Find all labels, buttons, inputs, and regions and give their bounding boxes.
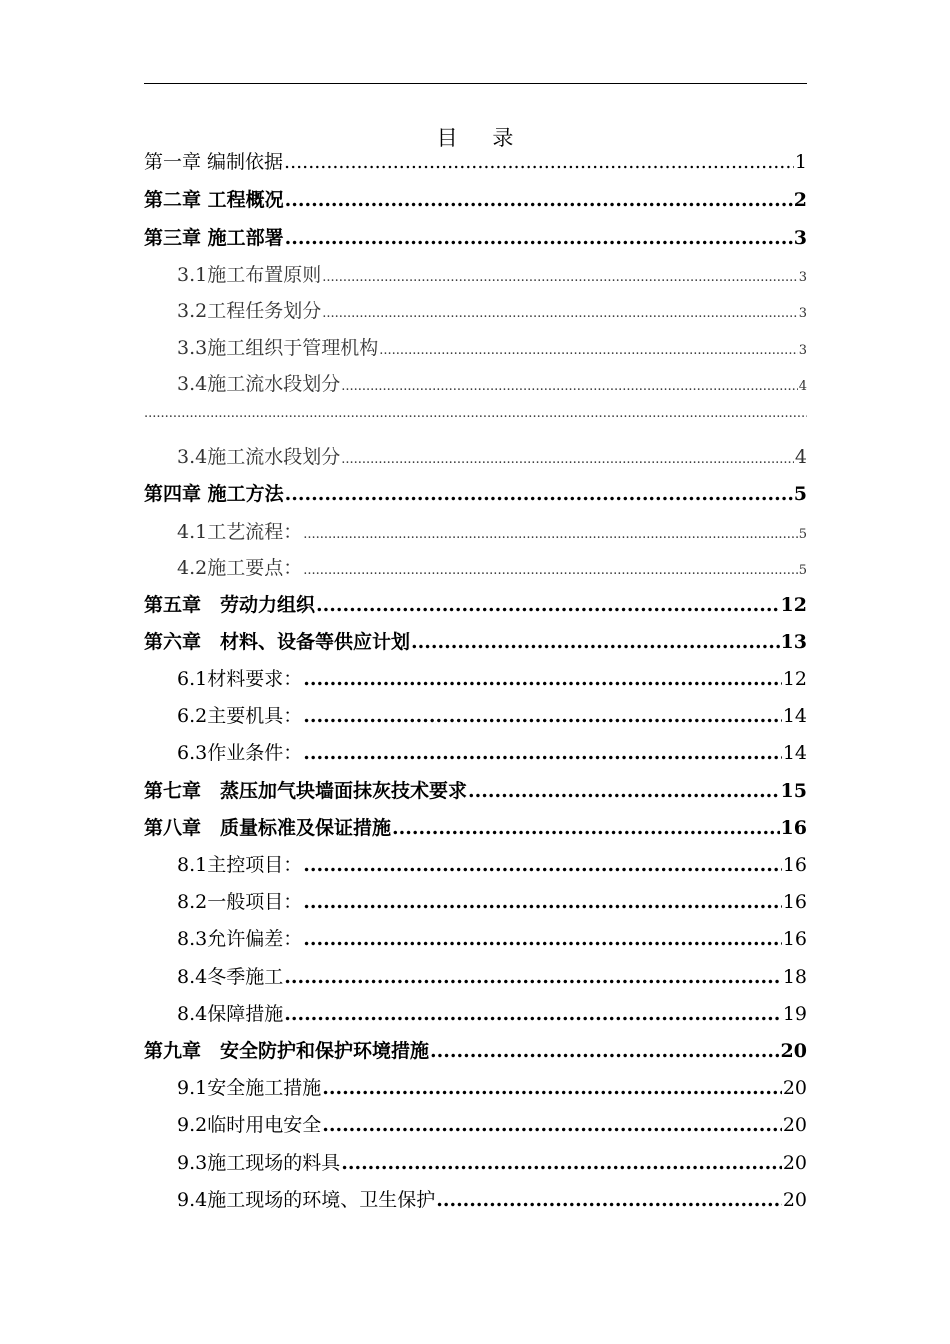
toc-entry-8-4-measures[interactable]: 8.4保障措施 ..... 19	[144, 999, 807, 1026]
toc-entry-9-4[interactable]: 9.4施工现场的环境、卫生保护 ..... 20	[144, 1185, 807, 1212]
toc-entry-3-1[interactable]: 3.1施工布置原则 ..... 3	[144, 260, 807, 287]
toc-entry-chapter-1[interactable]: 第一章 编制依据 ..... 1	[144, 147, 807, 174]
toc-entry-6-2[interactable]: 6.2主要机具： ..... 14	[144, 701, 807, 728]
toc-entry-chapter-8[interactable]: 第八章 质量标准及保证措施 ..... 16	[144, 813, 807, 840]
toc-entry-chapter-7[interactable]: 第七章 蒸压加气块墙面抹灰技术要求 ..... 15	[144, 776, 807, 803]
toc-entry-9-3[interactable]: 9.3施工现场的料具 ..... 20	[144, 1148, 807, 1175]
toc-entry-3-4[interactable]: 3.4施工流水段划分 ..... 4	[144, 369, 807, 396]
toc-entry-blank[interactable]	[111, 406, 807, 421]
toc-entry-8-2[interactable]: 8.2一般项目： ..... 16	[144, 887, 807, 914]
toc-entry-chapter-2[interactable]: 第二章 工程概况 ..... 2	[144, 185, 807, 212]
toc-entry-chapter-4[interactable]: 第四章 施工方法 ..... 5	[144, 479, 807, 506]
toc-entry-8-3[interactable]: 8.3允许偏差： ..... 16	[144, 924, 807, 951]
toc-entry-chapter-3[interactable]: 第三章 施工部署 ..... 3	[144, 223, 807, 250]
toc-entry-6-3[interactable]: 6.3作业条件： ..... 14	[144, 738, 807, 765]
toc-entry-6-1[interactable]: 6.1材料要求： ..... 12	[144, 664, 807, 691]
toc-entry-4-2[interactable]: 4.2施工要点： ..... 5	[144, 553, 807, 580]
toc-entry-9-1[interactable]: 9.1安全施工措施 ..... 20	[144, 1073, 807, 1100]
header-rule	[144, 83, 807, 84]
toc-entry-8-4-winter[interactable]: 8.4冬季施工 ..... 18	[144, 962, 807, 989]
toc-entry-3-4-repeat[interactable]: 3.4施工流水段划分 ..... 4	[144, 442, 807, 469]
toc-title: 目 录	[436, 126, 528, 150]
toc-entry-8-1[interactable]: 8.1主控项目： ..... 16	[144, 850, 807, 877]
toc-entry-chapter-6[interactable]: 第六章 材料、设备等供应计划 ..... 13	[144, 627, 807, 654]
toc-entry-chapter-5[interactable]: 第五章 劳动力组织 ..... 12	[144, 590, 807, 617]
toc-entry-3-3[interactable]: 3.3施工组织于管理机构 ..... 3	[144, 333, 807, 360]
toc-entry-9-2[interactable]: 9.2临时用电安全 ..... 20	[144, 1110, 807, 1137]
toc-entry-4-1[interactable]: 4.1工艺流程： ..... 5	[144, 517, 807, 544]
toc-entry-3-2[interactable]: 3.2工程任务划分 ..... 3	[144, 296, 807, 323]
toc-entry-chapter-9[interactable]: 第九章 安全防护和保护环境措施 ..... 20	[144, 1036, 807, 1063]
